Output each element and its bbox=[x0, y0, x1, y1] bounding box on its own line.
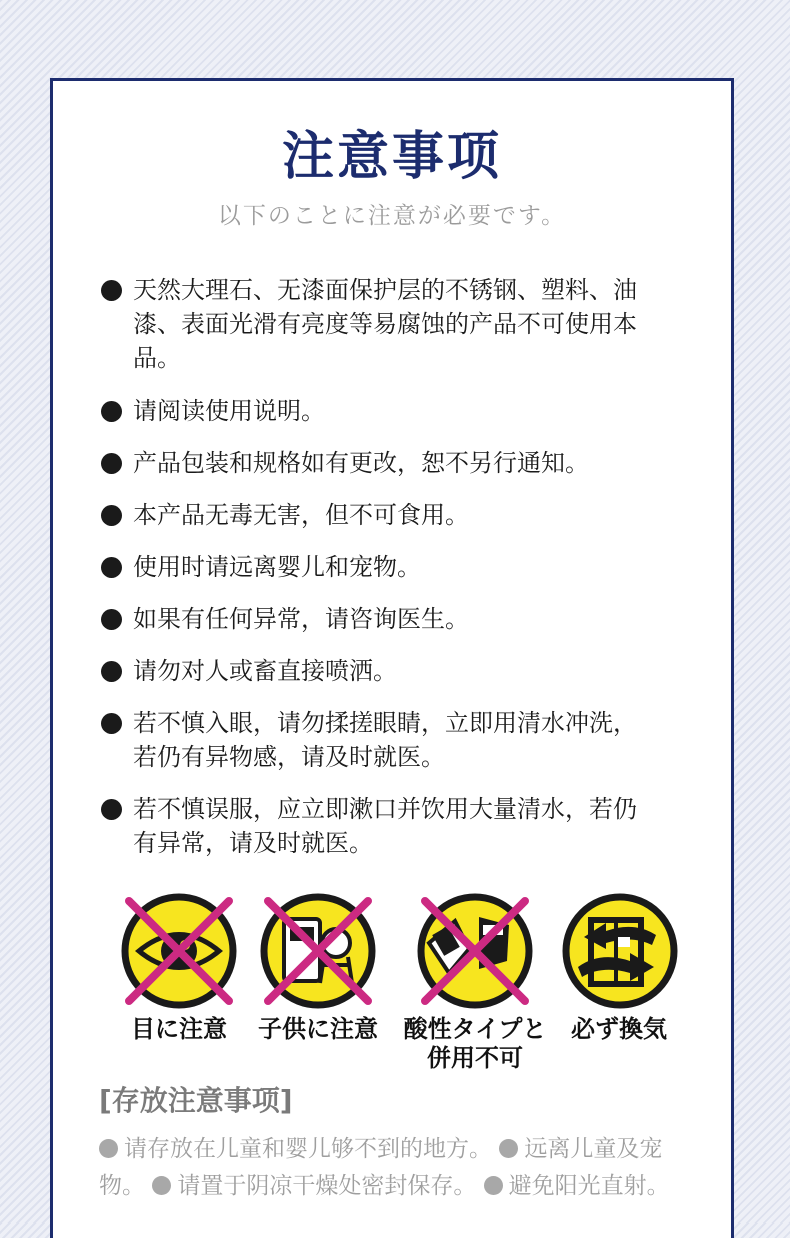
storage-item: 请置于阴凉干燥处密封保存。 bbox=[177, 1173, 477, 1199]
notice-item bbox=[101, 446, 701, 480]
notice-item bbox=[101, 706, 701, 774]
bullet-dot bbox=[101, 401, 122, 422]
ventilation-icon bbox=[560, 891, 680, 1011]
bullet-dot bbox=[101, 557, 122, 578]
eye-caution-icon bbox=[119, 891, 239, 1011]
icon-label-ventilation: 必ず換気 bbox=[571, 1015, 667, 1043]
bullet-dot bbox=[101, 713, 122, 734]
acid-mix-prohibited-icon bbox=[415, 891, 535, 1011]
notice-line: 天然大理石、无漆面保护层的不锈钢、塑料、油 bbox=[133, 276, 637, 304]
storage-item: 远离儿童及宠物。 bbox=[99, 1136, 663, 1199]
bullet-dot bbox=[101, 280, 122, 301]
notice-item bbox=[101, 394, 701, 428]
notice-line: 若不慎入眼，请勿揉搓眼睛，立即用清水冲洗， bbox=[133, 709, 637, 737]
bullet-dot bbox=[101, 505, 122, 526]
notice-line: 若不慎误服，应立即漱口并饮用大量清水，若仍 bbox=[133, 795, 637, 823]
storage-item: 避免阳光直射。 bbox=[508, 1173, 670, 1199]
icon-label-child: 子供に注意 bbox=[258, 1015, 378, 1043]
bullet-dot bbox=[101, 453, 122, 474]
notice-line: 使用时请远离婴儿和宠物。 bbox=[133, 553, 421, 581]
page-subtitle: 以下のことに注意が必要です。 bbox=[217, 203, 567, 229]
storage-title: [存放注意事项] bbox=[99, 1084, 293, 1117]
icon-label-acid: 酸性タイプと 併用不可 bbox=[403, 1015, 547, 1072]
bullet-dot bbox=[101, 661, 122, 682]
notice-line: 请阅读使用说明。 bbox=[133, 397, 325, 425]
notice-card bbox=[50, 78, 734, 1238]
storage-bullet bbox=[484, 1176, 503, 1195]
bullet-dot bbox=[101, 799, 122, 820]
notice-line: 若仍有异物感，请及时就医。 bbox=[133, 743, 445, 771]
notice-line: 本产品无毒无害，但不可食用。 bbox=[133, 501, 469, 529]
notice-item bbox=[101, 550, 701, 584]
notice-line: 请勿对人或畜直接喷洒。 bbox=[133, 657, 397, 685]
notice-item bbox=[101, 654, 701, 688]
storage-bullet bbox=[99, 1139, 118, 1158]
storage-notes bbox=[99, 1131, 699, 1205]
storage-bullet bbox=[499, 1139, 518, 1158]
page-title: 注意事项 bbox=[281, 127, 502, 187]
notice-item bbox=[101, 792, 701, 860]
notice-item bbox=[101, 602, 701, 636]
child-caution-icon bbox=[258, 891, 378, 1011]
notice-line: 品。 bbox=[133, 344, 181, 372]
notice-line: 如果有任何异常，请咨询医生。 bbox=[133, 605, 469, 633]
bullet-dot bbox=[101, 609, 122, 630]
icon-label-eye: 目に注意 bbox=[131, 1015, 227, 1043]
notice-item bbox=[101, 498, 701, 532]
notice-item bbox=[101, 273, 701, 375]
storage-bullet bbox=[152, 1176, 171, 1195]
notice-line: 漆、表面光滑有亮度等易腐蚀的产品不可使用本 bbox=[133, 310, 637, 338]
storage-item: 请存放在儿童和婴儿够不到的地方。 bbox=[124, 1136, 492, 1162]
notice-line: 有异常，请及时就医。 bbox=[133, 829, 373, 857]
notice-line: 产品包装和规格如有更改，恕不另行通知。 bbox=[133, 449, 589, 477]
